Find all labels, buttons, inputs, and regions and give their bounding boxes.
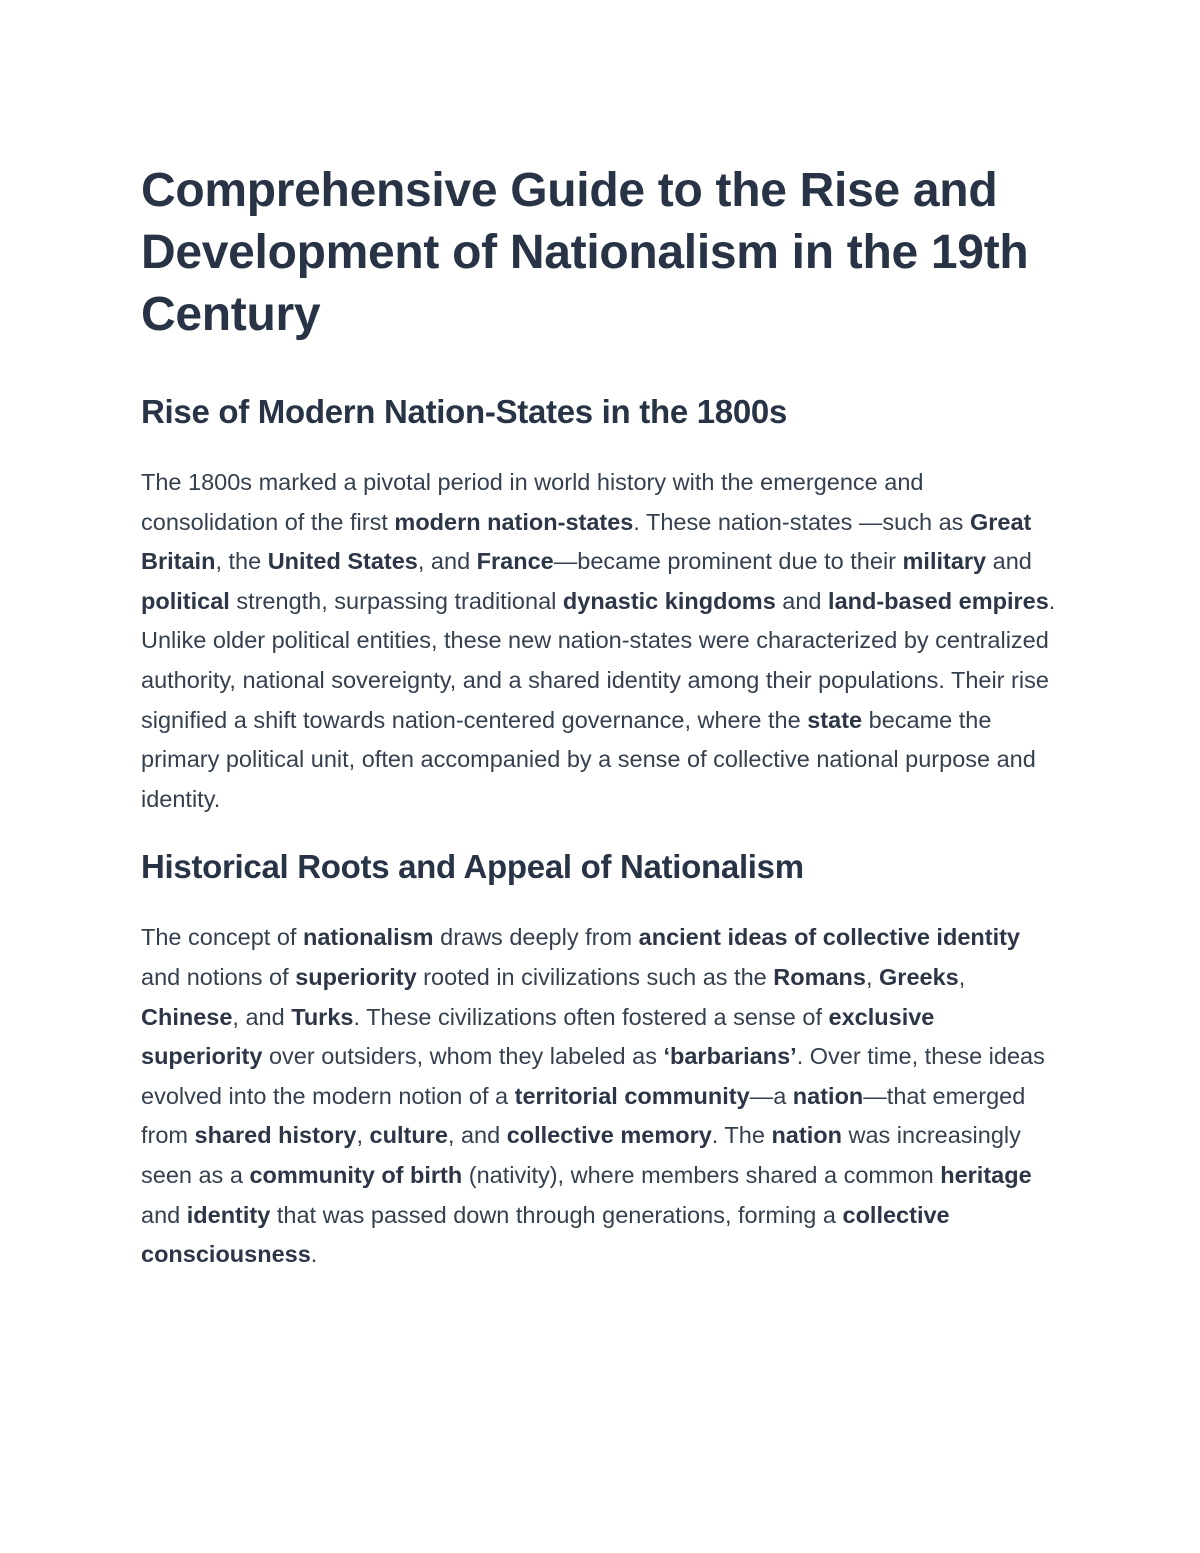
body-text: over outsiders, whom they labeled as [262,1043,664,1070]
body-text: , [356,1122,370,1149]
body-text: that was passed down through generations, forming a [270,1201,843,1228]
emphasis-text: collective memory [506,1122,712,1149]
emphasis-text: ancient ideas of collective identity [638,924,1020,951]
body-text: —became prominent due to their [553,548,903,575]
emphasis-text: United States [267,548,418,575]
emphasis-text: collective consciousness [141,1201,950,1268]
document-page [141,160,1056,1275]
body-text: draws deeply from [433,924,639,951]
page-title: Comprehensive Guide to the Rise and Development of Nationalism in the 19th Century [141,164,1029,341]
body-text: The concept of [141,924,303,951]
emphasis-text: culture [369,1122,448,1149]
section-heading-nation-states: Rise of Modern Nation-States in the 1800s [141,393,788,430]
body-text: . Unlike older political entities, these new nation-states were characterized by centralized authority, national sovereignty, and a shared identity among their populations. Their rise signified a shift towards nation-centered governance, where the [141,587,1056,733]
body-text: , and [232,1003,292,1030]
body-text: . Over time, these ideas evolved into the modern notion of a [141,1043,1045,1109]
emphasis-text: exclusive superiority [141,1003,935,1070]
section-paragraph-nation-states [141,463,1056,819]
emphasis-text: Great Britain [141,508,1032,575]
body-text: . [310,1241,318,1268]
body-text: , [958,963,966,990]
emphasis-text: Greeks [879,963,959,990]
body-text: rooted in civilizations such as the [416,963,774,990]
emphasis-text: political [141,587,230,614]
body-text: strength, surpassing traditional [229,587,563,614]
emphasis-text: nation [771,1122,842,1149]
body-text: and [775,587,829,614]
emphasis-text: state [807,706,863,733]
body-text: , and [447,1122,507,1149]
emphasis-text: modern nation-states [394,508,634,535]
emphasis-text: Turks [291,1003,354,1030]
body-text: , and [417,548,477,575]
emphasis-text: Romans [773,963,866,990]
body-text: , the [215,548,268,575]
body-text: —a [749,1082,793,1109]
emphasis-text: Chinese [141,1003,233,1030]
emphasis-text: nationalism [303,924,434,951]
emphasis-text: shared history [194,1122,357,1149]
body-text: became the primary political unit, often accompanied by a sense of collective national purpose and identity. [141,706,1036,812]
emphasis-text: France [476,548,554,575]
emphasis-text: superiority [295,963,417,990]
emphasis-text: nation [792,1082,864,1109]
body-text: The 1800s marked a pivotal period in world history with the emergence and consolidation of the first [141,469,924,535]
emphasis-text: land-based empires [828,587,1049,614]
body-text: and notions of [141,963,296,990]
emphasis-text: military [902,548,987,575]
section-heading-nationalism-roots: Historical Roots and Appeal of Nationalism [141,848,804,886]
body-text: . The [711,1122,772,1149]
body-text: was increasingly seen as a [141,1122,1021,1188]
body-text: . These nation-states —such as [633,508,970,535]
section-paragraph-nationalism-roots [141,918,1056,1274]
emphasis-text: dynastic kingdoms [562,587,776,614]
emphasis-text: ‘barbarians’ [663,1043,797,1070]
body-text: (nativity), where members shared a common [462,1161,941,1188]
emphasis-text: territorial community [514,1082,750,1109]
emphasis-text: community of birth [249,1161,463,1188]
body-text: . These civilizations often fostered a sense of [353,1003,829,1030]
emphasis-text: heritage [940,1161,1032,1188]
body-text: —that emerged from [141,1082,1026,1149]
body-text: , [865,963,880,990]
body-text: and [986,548,1032,575]
emphasis-text: identity [186,1201,271,1228]
body-text: and [141,1201,187,1228]
